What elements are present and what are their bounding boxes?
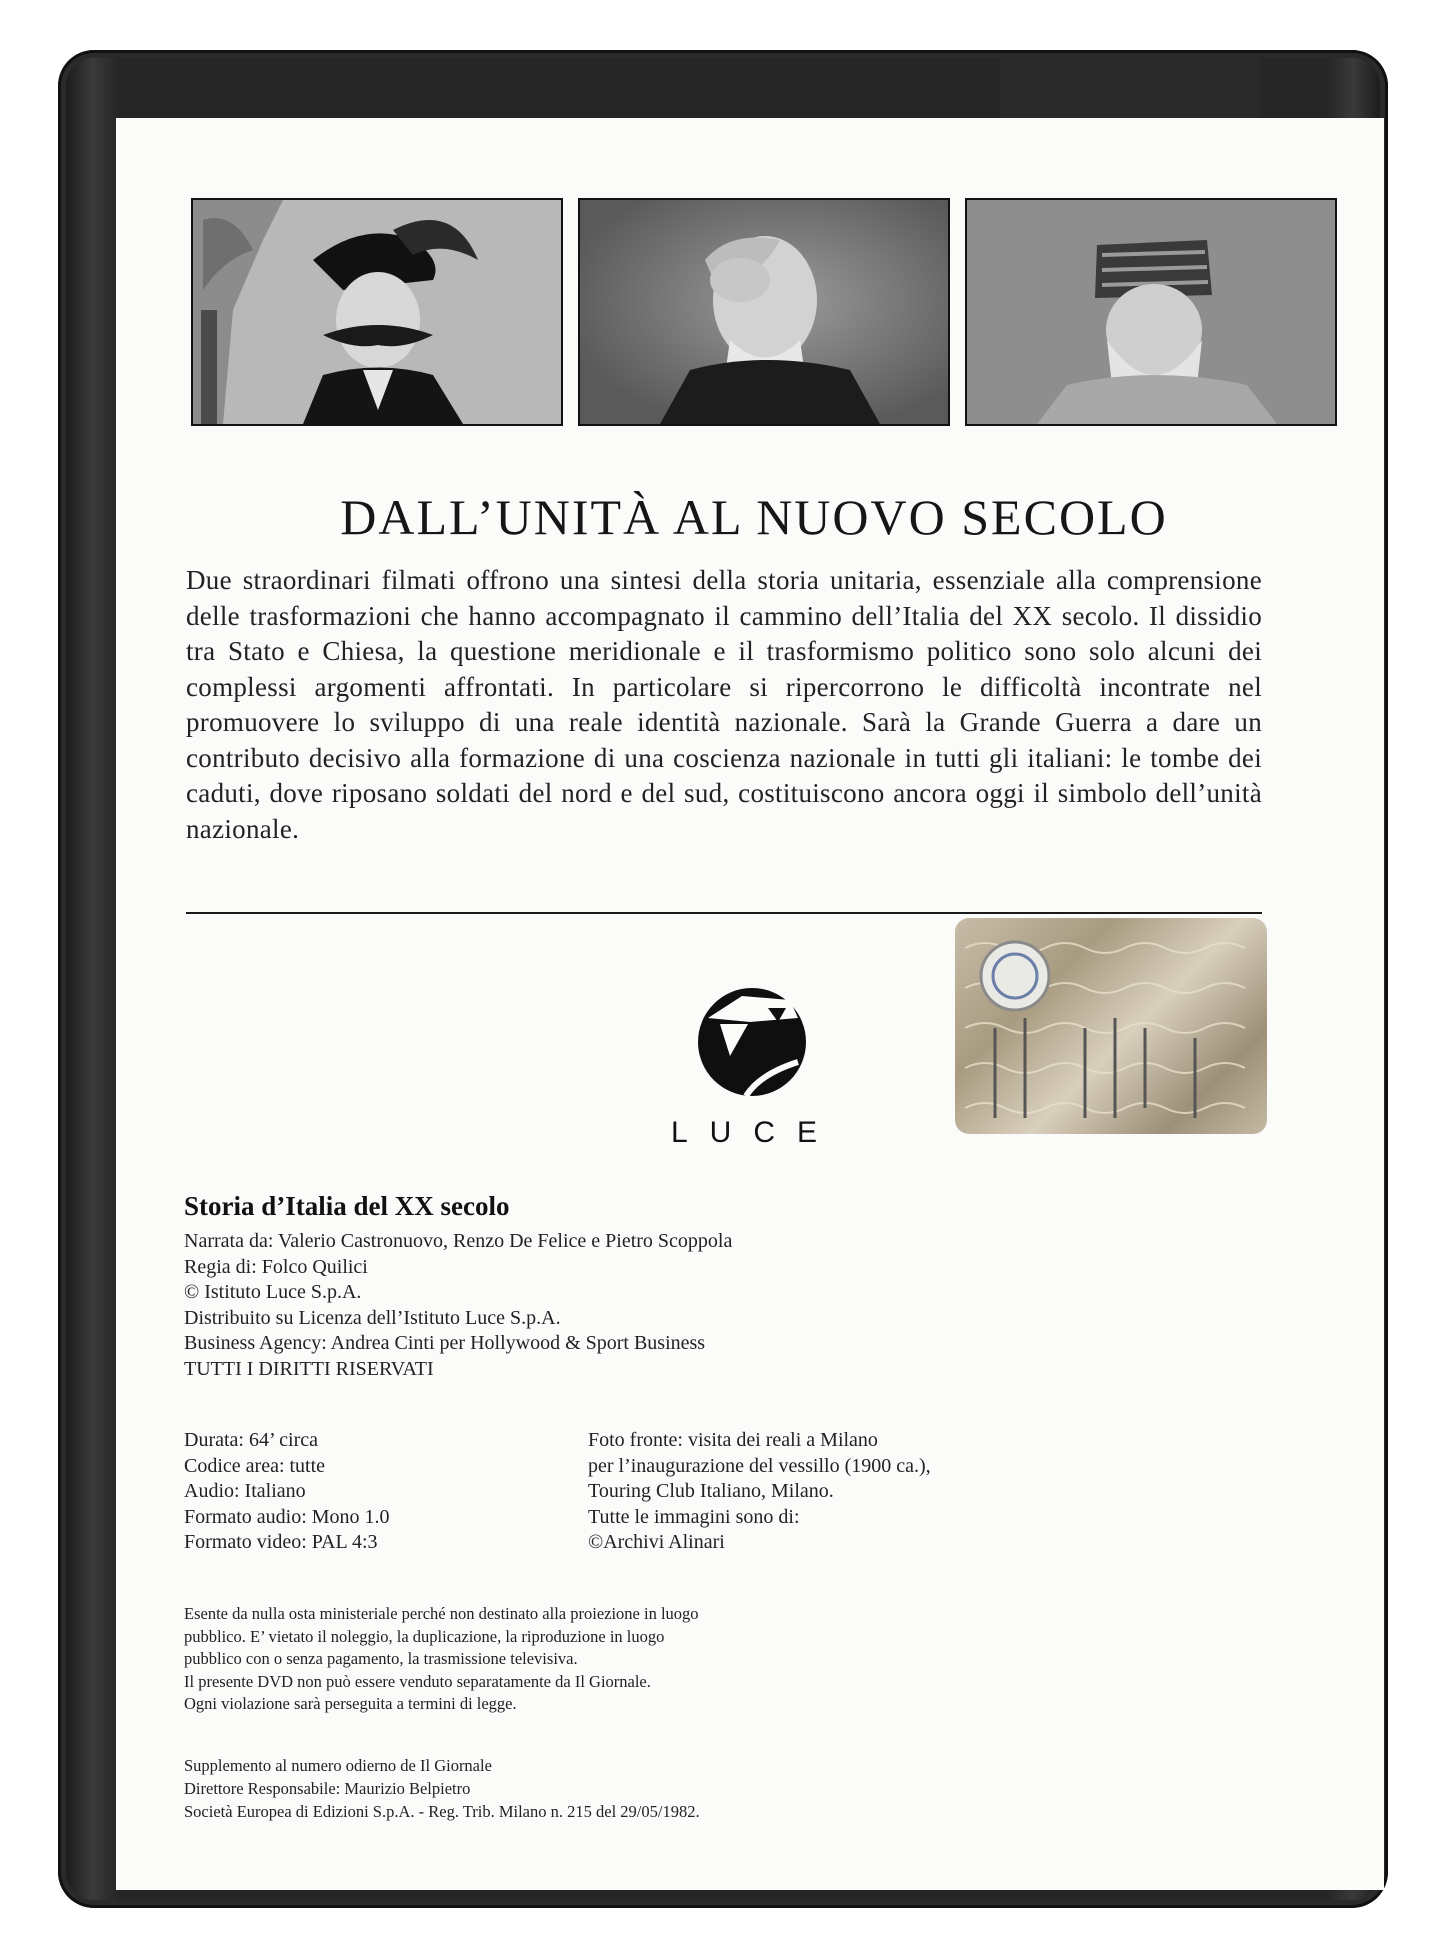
legal-line: Ogni violazione sarà perseguita a termini di legge. (184, 1694, 517, 1713)
page-title: DALL’UNITÀ AL NUOVO SECOLO (340, 489, 1168, 545)
legal-line: pubblico con o senza pagamento, la trasmissione televisiva. (184, 1649, 578, 1668)
portrait-plumed-hat-icon (191, 198, 563, 426)
credit-line: © Istituto Luce S.p.A. (184, 1281, 362, 1303)
spec-video-format: Formato video: PAL 4:3 (184, 1531, 378, 1553)
technical-specs (184, 1428, 390, 1556)
legal-notice (184, 1603, 699, 1716)
credits-block (184, 1229, 732, 1382)
photo-credit-line: Foto fronte: visita dei reali a Milano (588, 1429, 878, 1451)
credit-line: TUTTI I DIRITTI RISERVATI (184, 1357, 434, 1380)
credit-line: Regia di: Folco Quilici (184, 1255, 368, 1278)
luce-logo-icon (690, 978, 820, 1098)
spec-audio-format: Formato audio: Mono 1.0 (184, 1505, 390, 1528)
credit-line: Business Agency: Andrea Cinti per Hollywood & Sport Business (184, 1332, 706, 1354)
legal-line: pubblico. E’ vietato il noleggio, la duplicazione, la riproduzione in luogo (184, 1626, 665, 1646)
photo-credits (588, 1428, 931, 1556)
photo-credit-line: Tutte le immagini sono di: (588, 1505, 800, 1528)
credit-line: Distribuito su Licenza dell’Istituto Luce S.p.A. (184, 1306, 561, 1329)
siae-hologram-seal-icon (955, 918, 1267, 1134)
portrait-hand-on-forehead-icon (578, 198, 950, 426)
legal-line: Il presente DVD non può essere venduto separatamente da Il Giornale. (184, 1671, 651, 1691)
photo-credit-line: per l’inaugurazione del vessillo (1900 ca.), (588, 1454, 931, 1477)
photo-credit-line: ©Archivi Alinari (588, 1531, 725, 1553)
divider (186, 912, 1262, 914)
supplement-line: Società Europea di Edizioni S.p.A. - Reg. Trib. Milano n. 215 del 29/05/1982. (184, 1802, 700, 1821)
credits-title: Storia d’Italia del XX secolo (184, 1191, 510, 1221)
description-paragraph: Due straordinari filmati offrono una sintesi della storia unitaria, essenziale alla comprensione delle trasformazioni che hanno accompagnato il cammino dell’Italia del XX secolo. Il dissidio tra Stato e Chiesa, la questione meridionale e il trasformismo politico sono solo alcuni dei complessi argomenti affrontati. In particolare si ripercorrono le difficoltà incontrate nel promuovere lo sviluppo di una reale identità nazionale. Sarà la Grande Guerra a dare un contributo decisivo alla formazione di una coscienza nazionale in tutti gli italiani: le tombe dei caduti, dove riposano soldati del nord e del sud, costituiscono ancora oggi il simbolo dell’unità nazionale. (186, 565, 1262, 844)
luce-wordmark: LUCE (670, 1116, 840, 1149)
spec-audio: Audio: Italiano (184, 1480, 306, 1502)
portrait-embroidered-cap-icon (965, 198, 1337, 426)
spec-duration: Durata: 64’ circa (184, 1429, 318, 1451)
spec-region: Codice area: tutte (184, 1454, 326, 1477)
supplement-line: Direttore Responsabile: Maurizio Belpietro (184, 1779, 471, 1798)
case-clip (1000, 58, 1260, 118)
legal-line: Esente da nulla osta ministeriale perché non destinato alla proiezione in luogo (184, 1604, 699, 1623)
supplement-notice (184, 1754, 700, 1823)
photo-credit-line: Touring Club Italiano, Milano. (588, 1480, 834, 1502)
supplement-line: Supplemento al numero odierno de Il Giornale (184, 1756, 492, 1775)
credit-line: Narrata da: Valerio Castronuovo, Renzo De Felice e Pietro Scoppola (184, 1230, 733, 1252)
